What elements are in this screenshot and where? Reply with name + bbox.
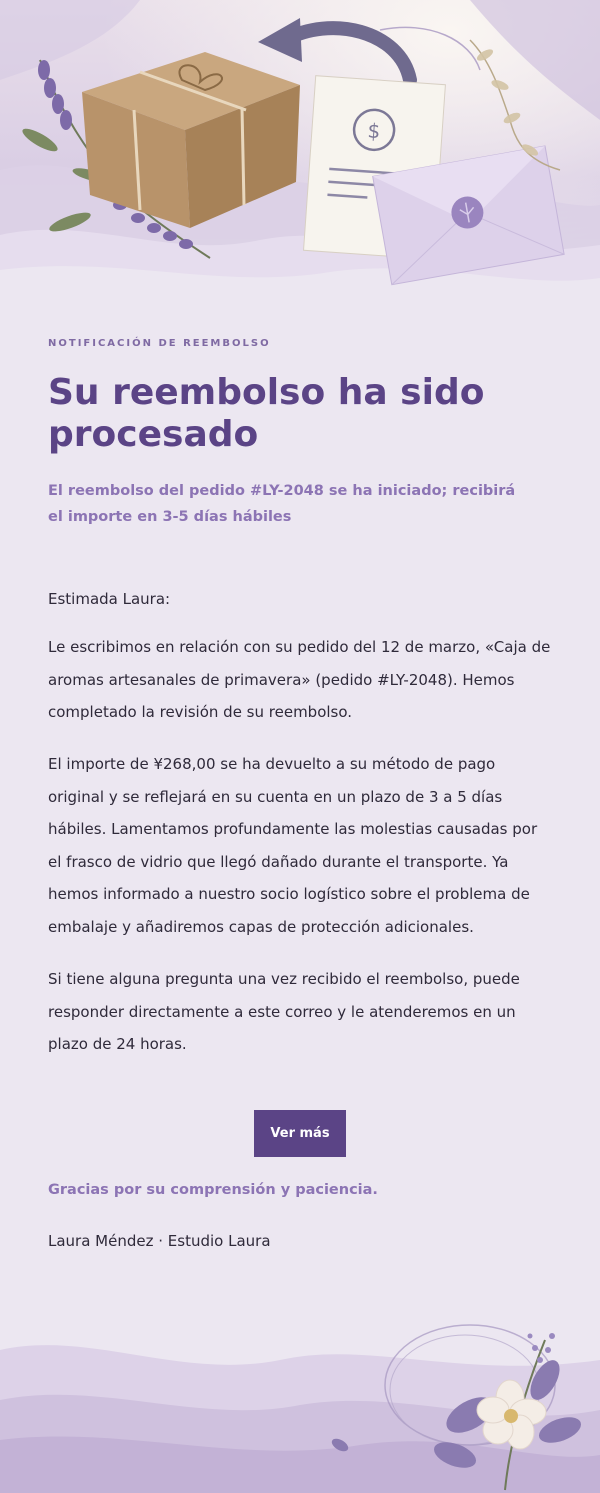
eyebrow-label: NOTIFICACIÓN DE REEMBOLSO [48,338,271,349]
see-more-button[interactable]: Ver más [254,1110,346,1157]
paragraph-contact: Si tiene alguna pregunta una vez recibido el reembolso, puede responder directamente a este correo y le atenderemos en un plazo de 24 horas. [48,970,520,1053]
subtitle: El reembolso del pedido #LY-2048 se ha iniciado; recibirá el importe en 3-5 días hábiles [48,483,516,525]
svg-text:$: $ [366,118,382,144]
signature: Laura Méndez · Estudio Laura [48,1232,271,1250]
paragraph-order: Le escribimos en relación con su pedido del 12 de marzo, «Caja de aromas artesanales de primavera» (pedido #LY-2048). Hemos completado la revisión de su reembolso. [48,638,551,721]
paragraph-refund: El importe de ¥268,00 se ha devuelto a su método de pago original y se reflejará en su cuenta en un plazo de 3 a 5 días hábiles. Lamentamos profundamente las molestias causadas por el frasco de vidrio que llegó dañado durante el transporte. Ya hemos informado a nuestro socio logístico sobre el problema de embalaje y añadiremos capas de protección adicionales. [48,755,538,936]
page-title: Su reembolso ha sido procesado [48,372,485,455]
lavender-flower-icon [0,1240,600,1493]
footer-illustration [0,1240,600,1493]
hero-illustration [0,0,600,320]
thanks-message: Gracias por su comprensión y paciencia. [48,1182,378,1198]
greeting: Estimada Laura: [48,590,171,608]
refund-parcel-icon [0,0,600,320]
